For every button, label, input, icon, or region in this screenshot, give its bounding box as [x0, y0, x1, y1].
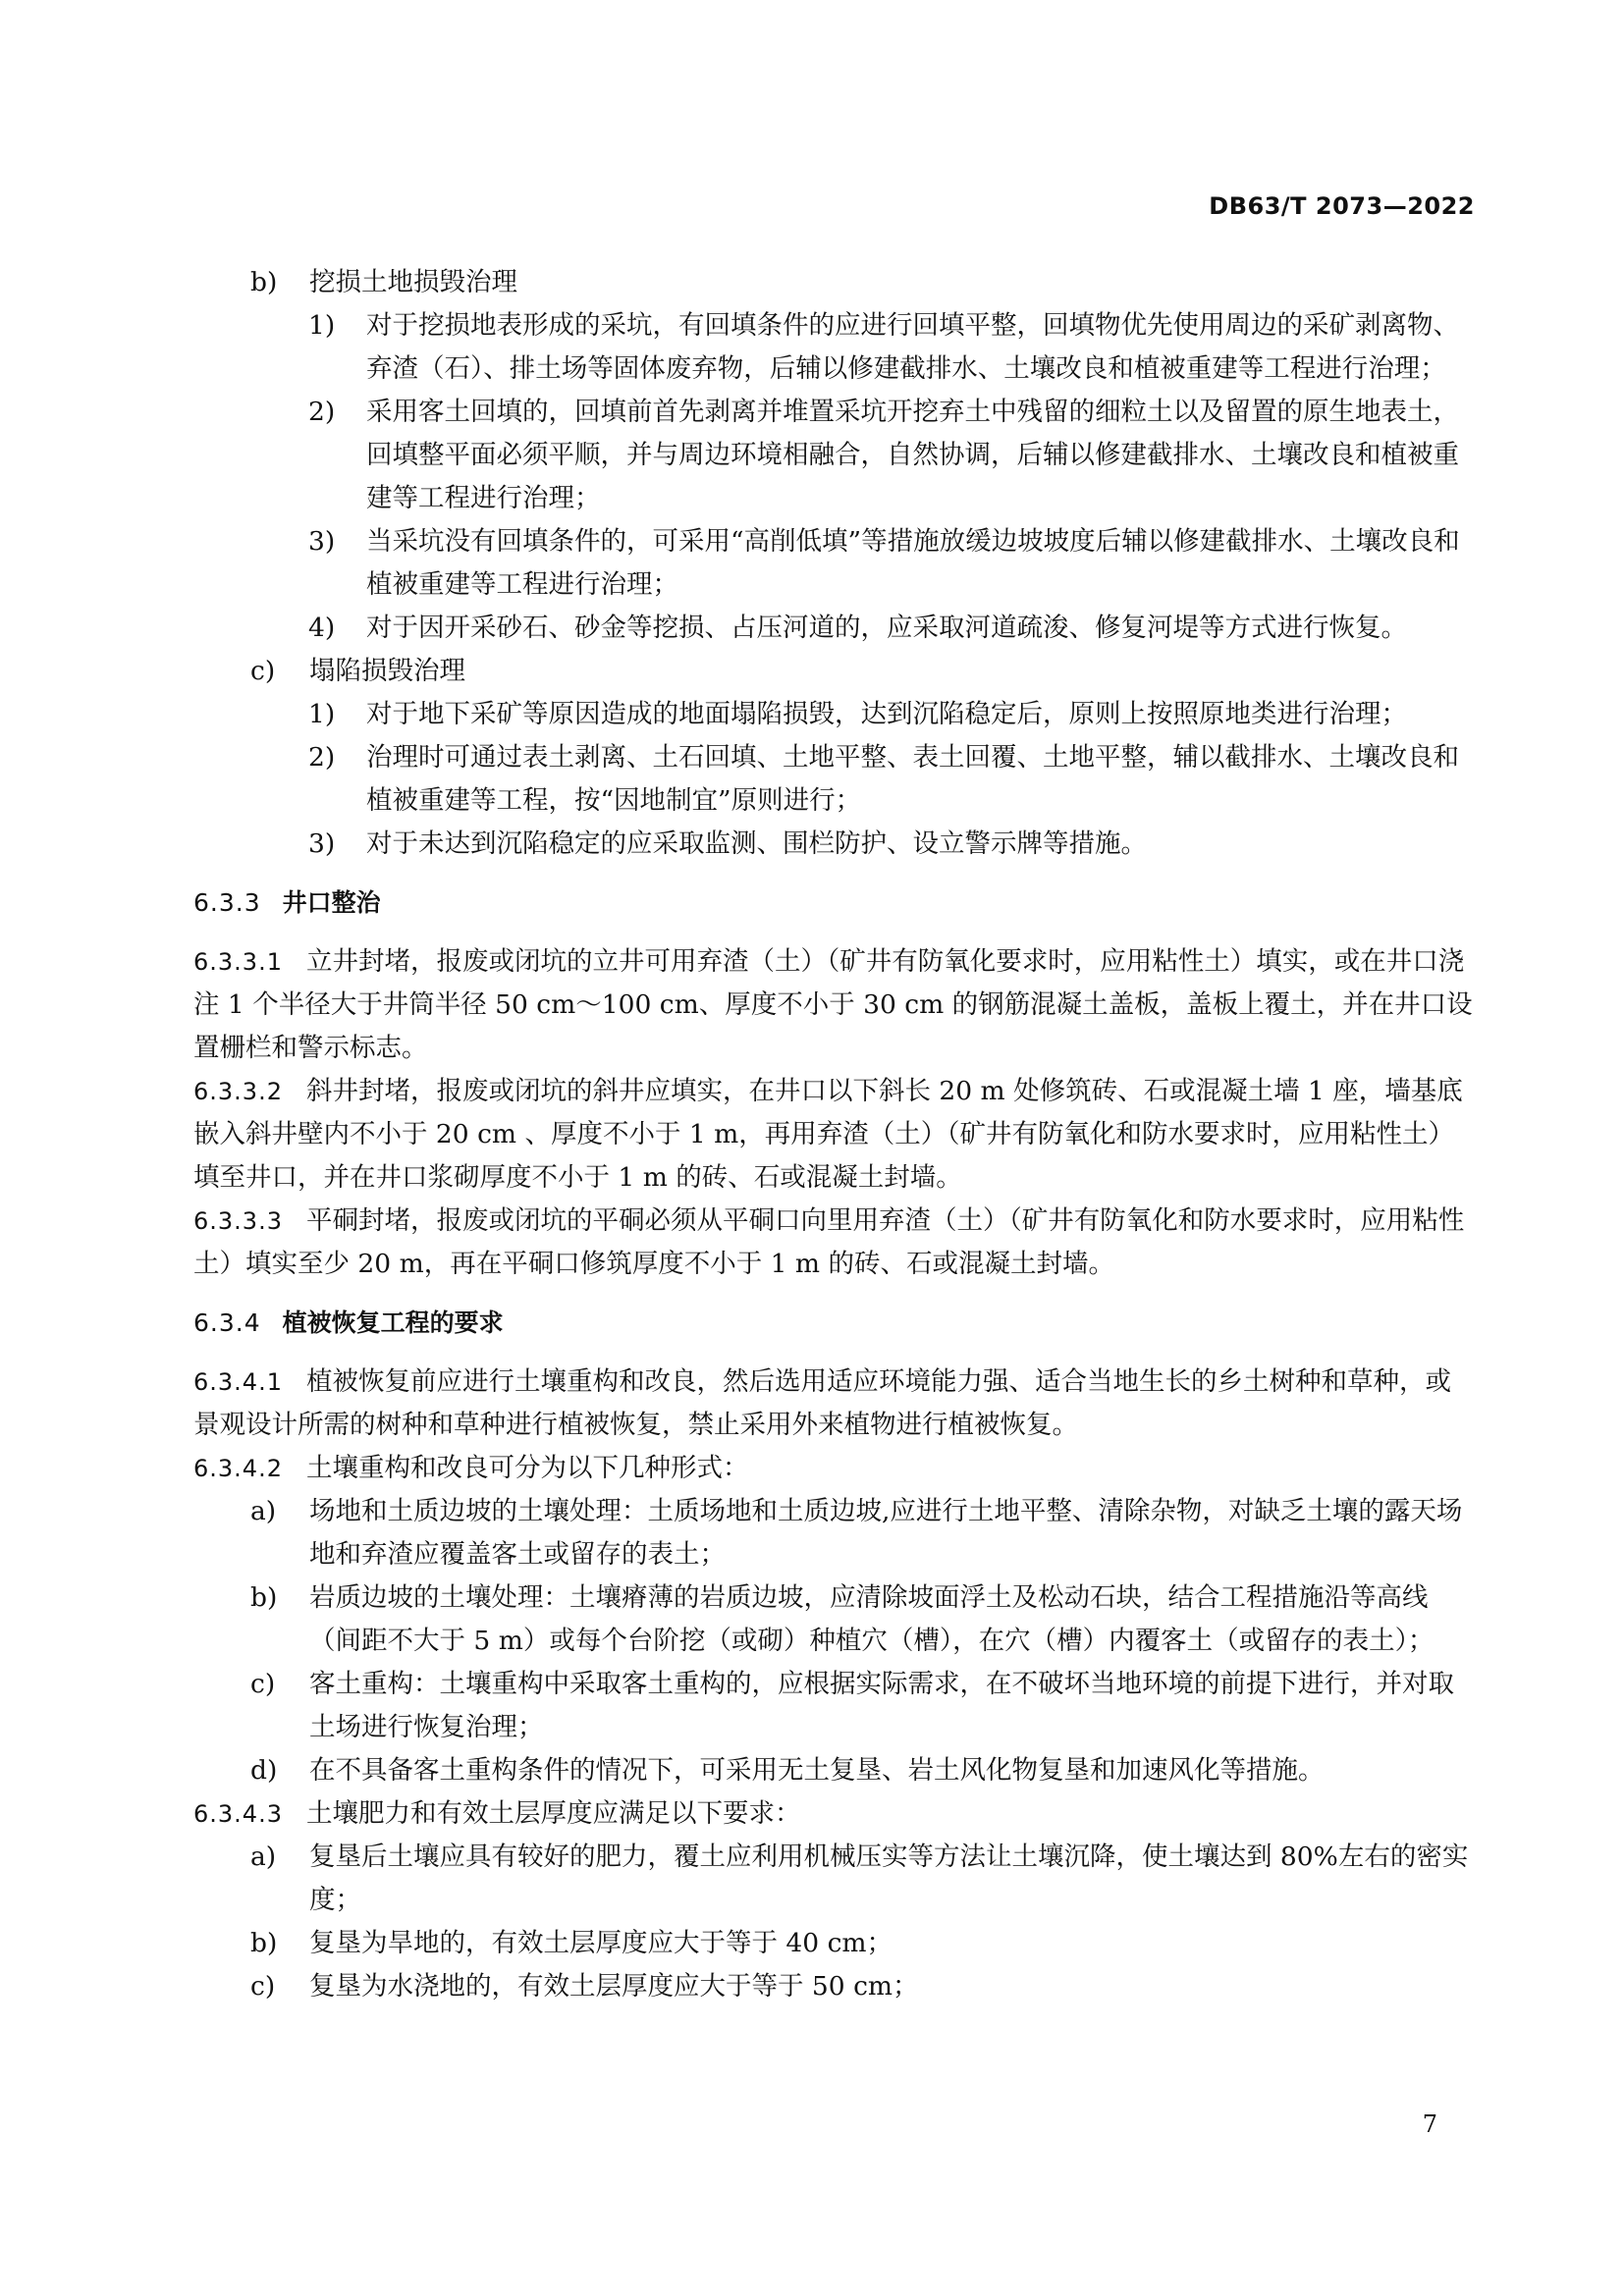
sub-item: [193, 304, 1475, 391]
clause-number: 6.3.4.1: [193, 1368, 283, 1396]
list-item: [193, 1836, 1475, 1922]
clause-number: 6.3.3.2: [193, 1078, 283, 1105]
clause-text: 立井封堵，报废或闭坑的立井可用弃渣（土）（矿井有防氧化要求时，应用粘性土）填实，或在井口浇注 1 个半径大于井筒半径 50 cm～100 cm、厚度不小于 30 cm 的钢筋混凝土盖板，盖板上覆土，并在井口设置栅栏和警示标志。: [193, 946, 1473, 1063]
list-text: 客土重构：土壤重构中采取客土重构的，应根据实际需求，在不破坏当地环境的前提下进行，并对取土场进行恢复治理；: [309, 1669, 1454, 1742]
sub-text: 对于因开采砂石、砂金等挖损、占压河道的，应采取河道疏浚、修复河堤等方式进行恢复。: [366, 613, 1407, 643]
list-item: [193, 1663, 1475, 1749]
sub-item: [193, 693, 1475, 736]
list-item: [193, 1576, 1475, 1663]
list-item-b: [193, 261, 1475, 304]
clause-number: 6.3.4.3: [193, 1800, 283, 1828]
page-number: 7: [1422, 2110, 1437, 2138]
list-marker: b): [250, 1582, 278, 1613]
clause-number: 6.3.3.1: [193, 948, 283, 976]
sub-marker: 2): [308, 742, 336, 773]
sub-text: 对于地下采矿等原因造成的地面塌陷损毁，达到沉陷稳定后，原则上按照原地类进行治理；: [366, 699, 1407, 729]
sub-item: [193, 607, 1475, 650]
list-item: [193, 1965, 1475, 2008]
list-marker: c): [250, 1971, 276, 2002]
list-text: 场地和土质边坡的土壤处理：土质场地和土质边坡,应进行土地平整、清除杂物，对缺乏土壤的露天场地和弃渣应覆盖客土或留存的表土；: [309, 1496, 1463, 1570]
section-title: 植被恢复工程的要求: [282, 1308, 504, 1337]
sub-item: [193, 391, 1475, 520]
list-marker: b): [250, 267, 278, 297]
sub-marker: 2): [308, 397, 336, 427]
sub-text: 治理时可通过表土剥离、土石回填、土地平整、表土回覆、土地平整，辅以截排水、土壤改良和植被重建等工程，按“因地制宜”原则进行；: [366, 742, 1459, 816]
list-marker: c): [250, 656, 276, 686]
sub-item: [193, 520, 1475, 607]
sub-text: 对于挖损地表形成的采坑，有回填条件的应进行回填平整，回填物优先使用周边的采矿剥离物、弃渣（石）、排土场等固体废弃物，后辅以修建截排水、土壤改良和植被重建等工程进行治理；: [366, 310, 1459, 384]
clause-text: 植被恢复前应进行土壤重构和改良，然后选用适应环境能力强、适合当地生长的乡土树种和草种，或景观设计所需的树种和草种进行植被恢复，禁止采用外来植物进行植被恢复。: [193, 1366, 1451, 1440]
sub-text: 当采坑没有回填条件的，可采用“高削低填”等措施放缓边坡坡度后辅以修建截排水、土壤改良和植被重建等工程进行治理；: [366, 526, 1460, 600]
list-item: [193, 1922, 1475, 1965]
clause-paragraph: [193, 1447, 1475, 1490]
clause-paragraph: [193, 940, 1475, 1070]
clause-text: 斜井封堵，报废或闭坑的斜井应填实，在井口以下斜长 20 m 处修筑砖、石或混凝土墙 1 座，墙基底嵌入斜井壁内不小于 20 cm 、厚度不小于 1 m，再用弃渣（土）（矿井有防氧化和防水要求时，应用粘性土）填至井口，并在井口浆砌厚度不小于 1 m 的砖、石或混凝土封墙。: [193, 1076, 1463, 1193]
sub-marker: 1): [308, 699, 336, 729]
list-text: 复垦后土壤应具有较好的肥力，覆土应利用机械压实等方法让土壤沉降，使土壤达到 80%左右的密实度；: [309, 1842, 1469, 1915]
clause-text: 土壤肥力和有效土层厚度应满足以下要求：: [305, 1798, 801, 1829]
list-marker: a): [250, 1842, 277, 1872]
list-title: 挖损土地损毁治理: [309, 267, 517, 297]
sub-marker: 4): [308, 613, 336, 643]
list-item-c: [193, 650, 1475, 693]
list-text: 岩质边坡的土壤处理：土壤瘠薄的岩质边坡，应清除坡面浮土及松动石块，结合工程措施沿等高线（间距不大于 5 m）或每个台阶挖（或砌）种植穴（槽），在穴（槽）内覆客土（或留存的表土）；: [309, 1582, 1435, 1656]
list-text: 在不具备客土重构条件的情况下，可采用无土复垦、岩土风化物复垦和加速风化等措施。: [309, 1755, 1325, 1786]
section-heading-6-3-3: [193, 881, 1475, 925]
sub-text: 采用客土回填的，回填前首先剥离并堆置采坑开挖弃土中残留的细粒土以及留置的原生地表土，回填整平面必须平顺，并与周边环境相融合，自然协调，后辅以修建截排水、土壤改良和植被重建等工程进行治理；: [366, 397, 1459, 513]
section-number: 6.3.4: [193, 1308, 261, 1337]
section-title: 井口整治: [282, 888, 381, 917]
list-item: [193, 1749, 1475, 1792]
clause-text: 平硐封堵，报废或闭坑的平硐必须从平硐口向里用弃渣（土）（矿井有防氧化和防水要求时，应用粘性土）填实至少 20 m，再在平硐口修筑厚度不小于 1 m 的砖、石或混凝土封墙。: [193, 1205, 1465, 1279]
list-marker: c): [250, 1669, 276, 1699]
list-marker: b): [250, 1928, 278, 1958]
list-text: 复垦为旱地的，有效土层厚度应大于等于 40 cm；: [309, 1928, 893, 1958]
document-id: DB63/T 2073—2022: [1209, 192, 1475, 220]
clause-paragraph: [193, 1070, 1475, 1200]
sub-marker: 3): [308, 526, 336, 557]
list-title: 塌陷损毁治理: [309, 656, 465, 686]
sub-item: [193, 823, 1475, 866]
clause-paragraph: [193, 1792, 1475, 1836]
section-heading-6-3-4: [193, 1302, 1475, 1345]
sub-marker: 3): [308, 828, 336, 859]
clause-number: 6.3.3.3: [193, 1207, 283, 1235]
list-marker: a): [250, 1496, 277, 1526]
sub-item: [193, 736, 1475, 823]
sub-text: 对于未达到沉陷稳定的应采取监测、围栏防护、设立警示牌等措施。: [366, 828, 1147, 859]
page-content: [193, 261, 1475, 2008]
clause-paragraph: [193, 1200, 1475, 1286]
clause-text: 土壤重构和改良可分为以下几种形式：: [305, 1453, 749, 1483]
clause-number: 6.3.4.2: [193, 1455, 283, 1482]
list-item: [193, 1490, 1475, 1576]
section-number: 6.3.3: [193, 888, 261, 917]
clause-paragraph: [193, 1361, 1475, 1447]
sub-marker: 1): [308, 310, 336, 341]
list-marker: d): [250, 1755, 278, 1786]
list-text: 复垦为水浇地的，有效土层厚度应大于等于 50 cm；: [309, 1971, 919, 2002]
